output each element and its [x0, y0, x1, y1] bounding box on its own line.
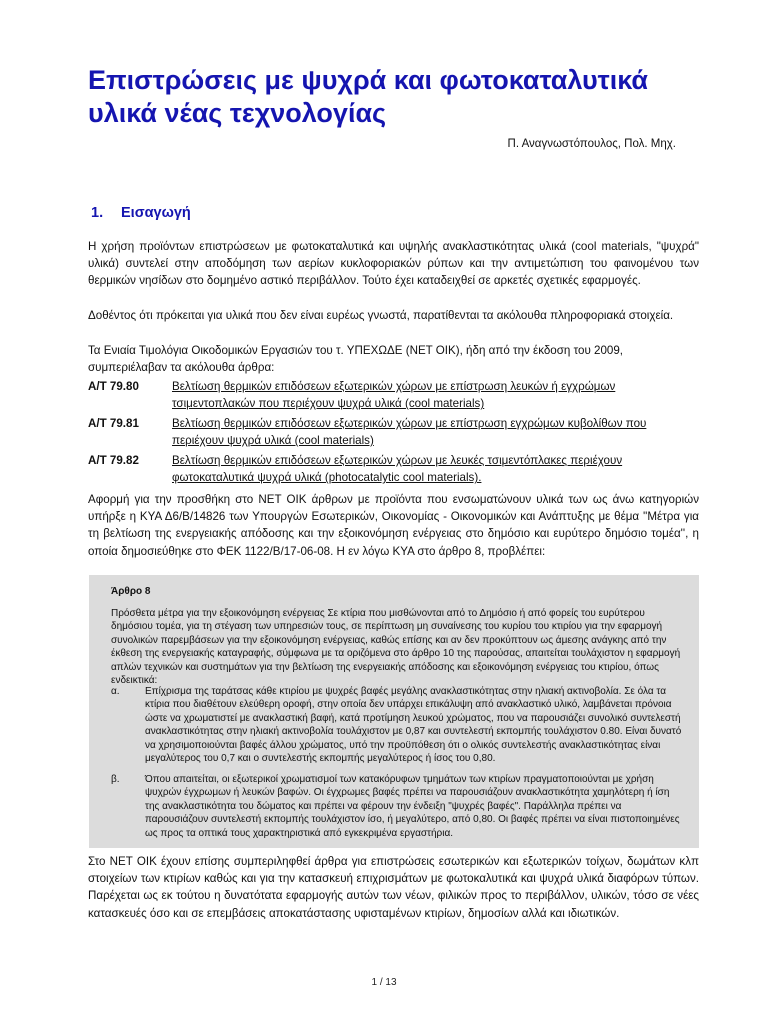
- article-8-quote-box: [89, 575, 699, 848]
- intro-paragraph: Η χρήση προϊόντων επιστρώσεων με φωτοκαταλυτικά και υψηλής ανακλαστικότητας υλικά (cool materials, "ψυχρά" υλικά) συντελεί στην αποδόμηση των αερίων κυκλοφοριακών ρύπων και την αντιμετώπιση του φαινομένου των θερμικών νησίδων στο δομημένο αστικό περιβάλλον. Τούτο έχει καταδειχθεί σε αρκετές σχετικές εφαρμογές.: [88, 240, 699, 288]
- article-description: Βελτίωση θερμικών επιδόσεων εξωτερικών χώρων με λευκές τσιμεντόπλακες περιέχουν φωτοκαταλυτικά ψυχρά υλικά (photocatalytic cool materials).: [172, 454, 623, 485]
- section-heading: [91, 205, 191, 221]
- page-indicator: 1 / 13: [371, 977, 397, 988]
- quote-list-item: [111, 773, 686, 840]
- article-code: Α/Τ 79.82: [88, 454, 139, 467]
- list-text: Όπου απαιτείται, οι εξωτερικοί χρωματισμοί των κατακόρυφων τμημάτων των κτιρίων πραγματοποιούνται με χρήση ψυχρών έγχρωμων ή λευκών βαφών. Οι έγχρωμες βαφές πρέπει να παρουσιάζουν ανακλαστικότητα χαμηλότερη ή ίση της ανακλαστικότητα του δώματος και πρέπει να φέρουν την ένδειξη "ψυχρές βαφές". Παράλληλα πρέπει να παρουσιάζουν συντελεστή εκπομπής τουλάχιστον ίσο, ή μεγαλύτερο, από 0,80. Οι βαφές πρέπει να είναι πιστοποιημένες ως προς τα οπτικά τους χαρακτηριστικά από εγκεκριμένα εργαστήρια.: [145, 774, 680, 839]
- article-item: [88, 415, 699, 449]
- article-description: Βελτίωση θερμικών επιδόσεων εξωτερικών χώρων με επίστρωση λευκών ή εγχρώμων τσιμεντοπλακών που περιέχουν ψυχρά υλικά (cool materials): [172, 380, 616, 411]
- article-description: Βελτίωση θερμικών επιδόσεων εξωτερικών χώρων με επίστρωση εγχρώμων κυβολίθων που περιέχουν ψυχρά υλικά (cool materials): [172, 417, 647, 448]
- document-title: Επιστρώσεις με ψυχρά και φωτοκαταλυτικά υλικά νέας τεχνολογίας: [88, 65, 648, 128]
- list-text: Επίχρισμα της ταράτσας κάθε κτιρίου με ψυχρές βαφές μεγάλης ανακλαστικότητας στην ηλιακή ακτινοβολία. Σε όλα τα κτίρια που διαθέτουν ελεύθερη οροφή, στην οποία δεν υπάρχει επικάλυψη από ανακλαστικό υλικό, λαμβάνεται πρόνοια ώστε να χρωματιστεί με ανακλαστική βαφή, κατά προτίμηση λευκού χρώματος, που να παρουσιάζει συνολικό συντελεστή ανακλαστικότητας στην ηλιακή ακτινοβολία τουλάχιστον με 0,87 και συντελεστή εκπομπής τουλάχιστον 0.80. Είναι δυνατό να χρησιμοποιούνται βαφές άλλου χρώματος, υπό την προϋπόθεση ότι ο ολικός συντελεστής ανακλαστικότητας είναι μεγαλύτερος του 0,7 και ο συντελεστής εκπομπής μεγαλύτερος ή ίσος του 0,80.: [145, 686, 682, 765]
- list-marker: β.: [111, 774, 120, 785]
- quote-box-body: Πρόσθετα μέτρα για την εξοικονόμηση ενέργειας Σε κτίρια που μισθώνονται από το Δημόσιο ή από φορείς του ευρύτερου δημόσιου τομέα, για τη στέγαση των υπηρεσιών τους, σε περίπτωση μη συναίνεσης του κυρίου του κτιρίου για την εφαρμογή συνολικών παρεμβάσεων για την εξοικονόμηση ενέργειας, καθώς επίσης και αν δεν προκύπτουν ως άμεσης ανάγκης από την έκθεση της ενεργειακής καταγραφής, σύμφωνα με τα οριζόμενα στο άρθρο 10 της παρούσας, απαιτείται τουλάχιστον η εφαρμογή απλών τεχνικών και συστημάτων για την βελτίωση της ενεργειακής απόδοσης και εξοικονόμηση ενέργειας του κτιρίου, όπως ενδεικτικά:: [111, 608, 681, 687]
- article-item: [88, 452, 699, 486]
- net-oik-paragraph: Τα Ενιαία Τιμολόγια Οικοδομικών Εργασιών του τ. ΥΠΕΧΩΔΕ (ΝΕΤ ΟΙΚ), ήδη από την έκδοση του 2009, συμπεριέλαβαν τα ακόλουθα άρθρα:: [88, 344, 624, 375]
- author-line: Π. Αναγνωστόπουλος, Πολ. Μηχ.: [507, 138, 676, 150]
- section-title: Εισαγωγή: [121, 205, 191, 221]
- closing-paragraph: Στο ΝΕΤ ΟΙΚ έχουν επίσης συμπεριληφθεί άρθρα για επιστρώσεις εσωτερικών και εξωτερικών τοίχων, δωμάτων κλπ στοιχείων των κτιρίων καθώς και για την κατασκευή επιχρισμάτων με φωτοκαλυτικά και ψυχρά υλικά διαφόρων τύπων. Παρέχεται ως εκ τούτου η δυνατότατα εφαρμογής αυτών των νέων, φιλικών προς το περιβάλλον, υλικών, τόσο σε νέες κατασκευές όσο και σε επεμβάσεις αποκατάστασης υφισταμένων κτιρίων, δημοσίων αλλά και ιδιωτικών.: [88, 855, 699, 920]
- article-code: Α/Τ 79.80: [88, 380, 139, 393]
- given-paragraph: Δοθέντος ότι πρόκειται για υλικά που δεν είναι ευρέως γνωστά, παρατίθενται τα ακόλουθα πληροφοριακά στοιχεία.: [88, 309, 674, 322]
- list-marker: α.: [111, 686, 120, 697]
- section-number: 1.: [91, 205, 104, 221]
- kya-paragraph: Αφορμή για την προσθήκη στο ΝΕΤ ΟΙΚ άρθρων με προϊόντα που ενσωματώνουν υλικά των ως άνω κατηγοριών υπήρξε η ΚΥΑ Δ6/Β/14826 των Υπουργών Εσωτερικών, Οικονομίας - Οικονομικών και Ανάπτυξης με θέμα ''Μέτρα για τη βελτίωση της ενεργειακής απόδοσης και την εξοικονόμηση ενέργειας στο δημόσιο και ευρύτερο δημόσιο τομέα'', η οποία δημοσιεύθηκε στο ΦΕΚ 1122/Β/17-06-08. Η εν λόγω ΚΥΑ στο άρθρο 8, προβλέπει:: [88, 493, 699, 558]
- quote-list-item: [111, 685, 686, 765]
- quote-box-heading: Άρθρο 8: [111, 586, 151, 597]
- article-item: [88, 378, 699, 412]
- article-code: Α/Τ 79.81: [88, 417, 139, 430]
